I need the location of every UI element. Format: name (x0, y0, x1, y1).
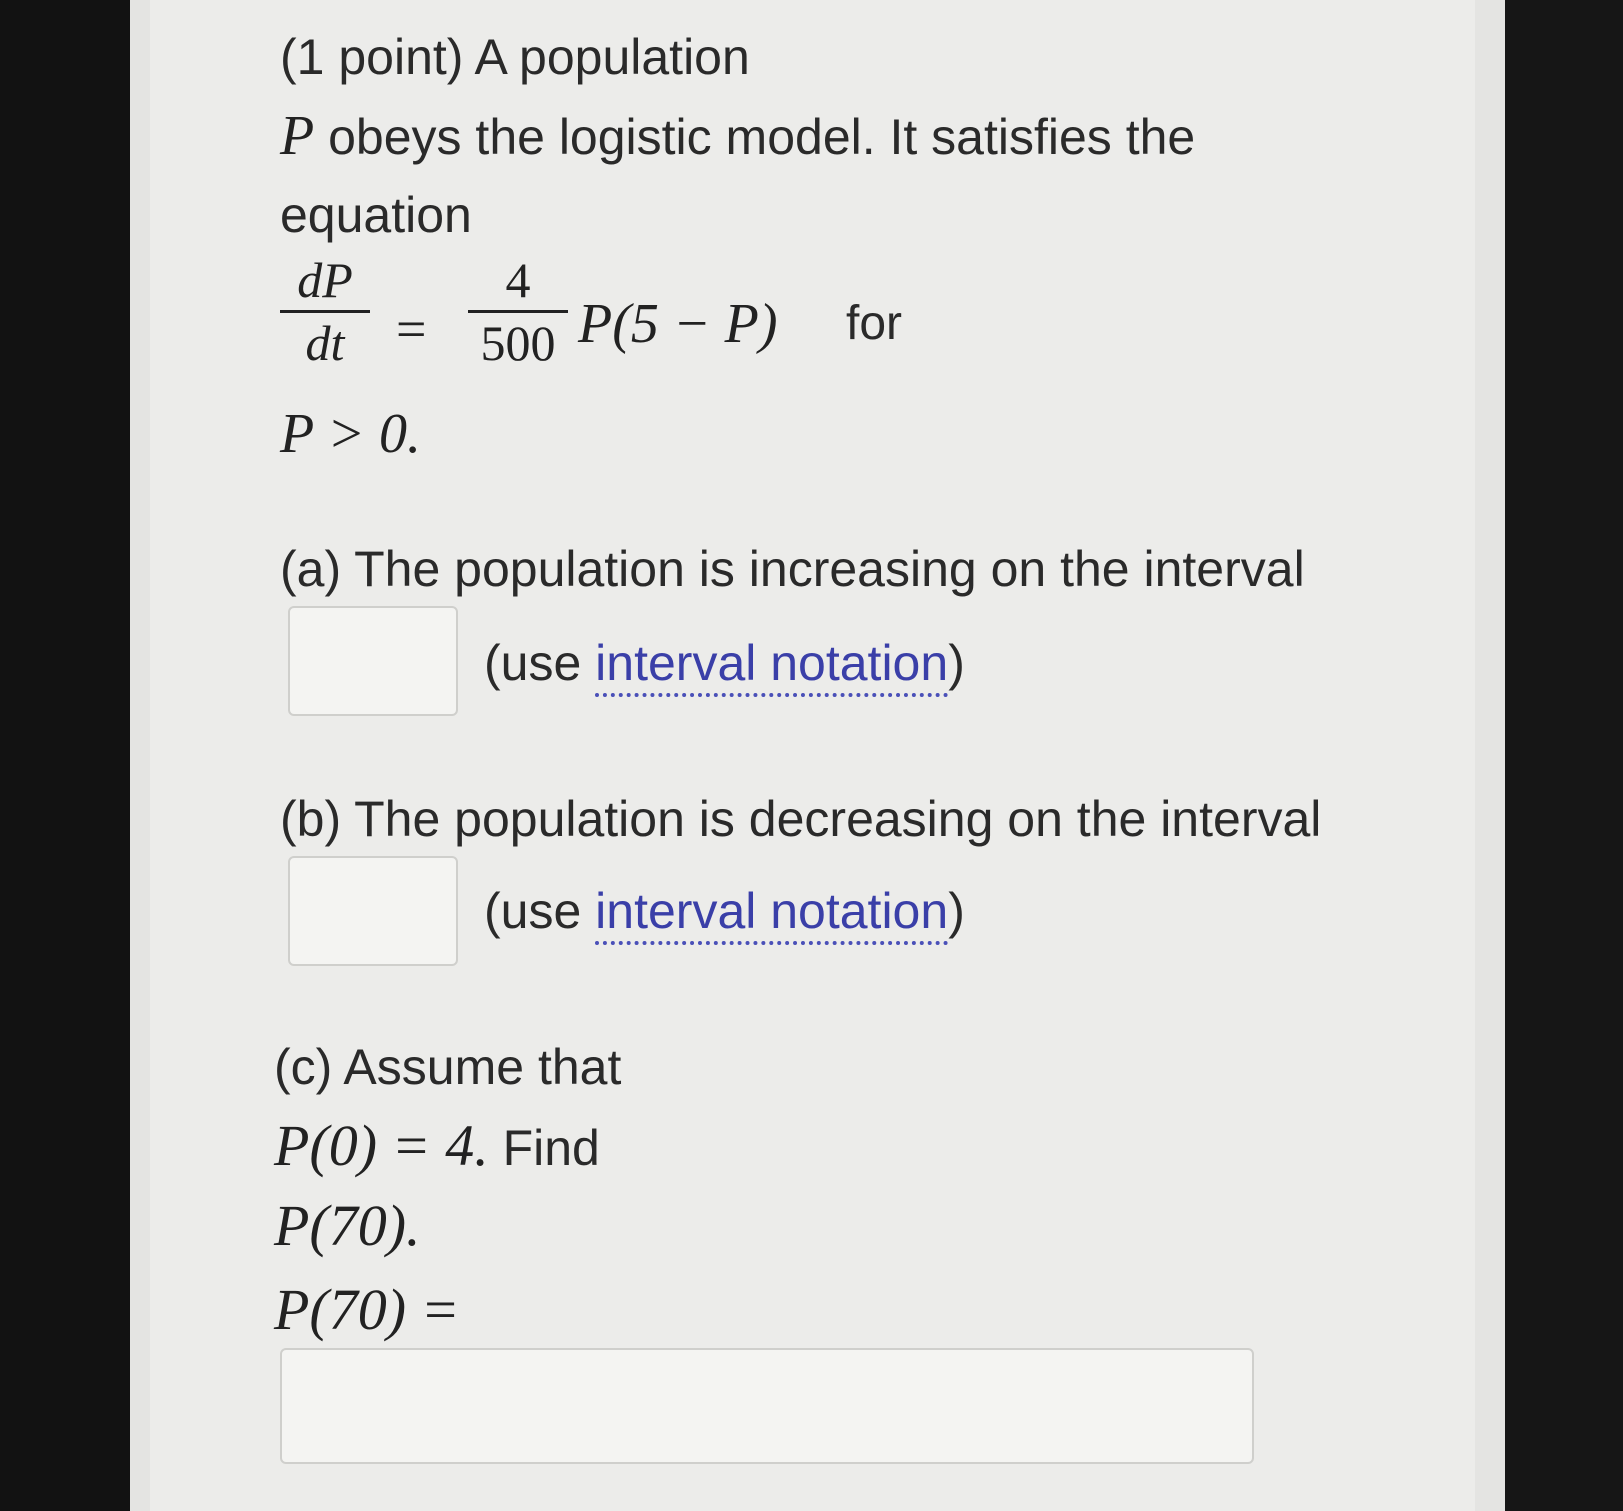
problem-intro (280, 104, 1195, 168)
part-c-text: (c) Assume that (274, 1039, 622, 1095)
screen-bezel-right (1505, 0, 1623, 1511)
equals-sign: = (396, 299, 427, 359)
problem-panel (130, 0, 1505, 1511)
part-b-text: (b) The population is decreasing on the interval (280, 791, 1322, 847)
part-c-find: P(70). (274, 1193, 421, 1258)
part-c-answer-label: P(70) = (274, 1277, 460, 1342)
part-a-text: (a) The population is increasing on the interval (280, 541, 1305, 597)
fraction-bar (280, 310, 370, 313)
intro-equation-word: equation (280, 187, 472, 243)
intro-text: obeys the logistic model. It satisfies the (314, 109, 1196, 165)
part-b-answer-input[interactable] (288, 856, 458, 966)
fraction-dp: dP (297, 252, 353, 308)
fraction-4: 4 (505, 252, 531, 308)
interval-notation-link[interactable]: interval notation (595, 883, 948, 945)
part-c-answer-input[interactable] (280, 1348, 1254, 1464)
part-a-hint (484, 634, 965, 692)
hint-prefix: (use (484, 635, 596, 691)
fraction-dt: dt (305, 315, 345, 371)
interval-notation-link[interactable]: interval notation (595, 635, 948, 697)
equation-expression: P(5 − P) (578, 293, 778, 355)
part-a-answer-input[interactable] (288, 606, 458, 716)
hint-prefix: (use (484, 883, 596, 939)
given-initial-condition: P(0) = 4. (274, 1113, 489, 1178)
hint-suffix: ) (948, 883, 965, 939)
equation-condition: P > 0. (280, 403, 421, 465)
equation-for: for (846, 297, 903, 350)
variable-p: P (280, 105, 315, 167)
fraction-500: 500 (480, 315, 556, 371)
part-b-hint (484, 882, 965, 940)
fraction-bar (468, 310, 568, 313)
hint-suffix: ) (948, 635, 965, 691)
screen-bezel-left (0, 0, 130, 1511)
problem-header: (1 point) A population (280, 29, 750, 85)
problem-card (150, 0, 1475, 1511)
fraction-dp-dt (280, 254, 370, 369)
given-find-text: Find (488, 1120, 600, 1176)
fraction-4-500 (468, 254, 568, 369)
part-c-given (274, 1112, 600, 1179)
